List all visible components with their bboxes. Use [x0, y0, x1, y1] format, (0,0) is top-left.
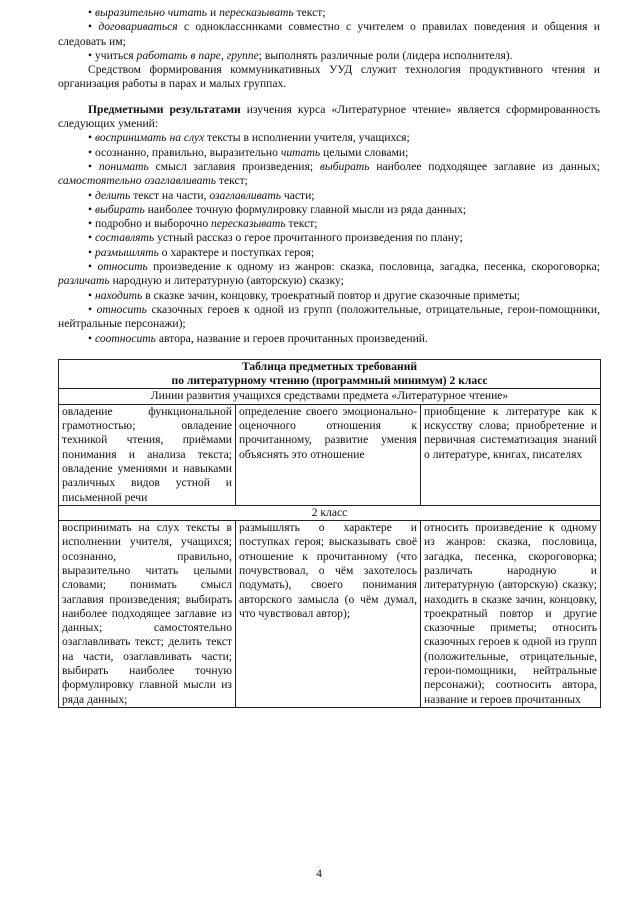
subject-item-4: • делить текст на части, озаглавливать части;	[58, 189, 600, 203]
table-lines-header-row	[59, 389, 601, 404]
subject-item-6: • подробно и выборочно пересказывать текст;	[58, 217, 600, 231]
subject-results-lead: Предметными результатами изучения курса «Литературное чтение» является сформированность следующих умений:	[58, 102, 600, 131]
subject-item-7: • составлять устный рассказ о герое прочитанного произведения по плану;	[58, 231, 600, 245]
table-grade-header-row	[59, 505, 601, 520]
grade-header: 2 класс	[59, 505, 601, 520]
page-number: 4	[316, 867, 322, 880]
table-cell: приобщение к литературе как к искусству слова; приобретение и первичная систематизация знаний о литературе, книгах, писателях	[421, 404, 601, 505]
document-page	[58, 6, 600, 708]
intro-bullet-1: • выразительно читать и пересказывать текст;	[58, 6, 600, 20]
table-cell: относить произведение к одному из жанров: сказка, пословица, загадка, песенка, скороговорка; различать народную и литературную (авторскую) сказку; находить в сказке зачин, концовку, троекратный повтор и другие сказочные приметы; относить сказочных героев к одной из групп (положительные, отрицательные, герои-помощники, нейтральные персонажи); соотносить автора, название и героев прочитанных	[421, 521, 601, 708]
table-title-row	[59, 359, 601, 389]
table-cell: определение своего эмоционально-оценочного отношения к прочитанному, развитие умения объяснять это отношение	[236, 404, 421, 505]
intro-bullet-3: • учиться работать в паре, группе; выполнять различные роли (лидера исполнителя).	[58, 49, 600, 63]
subject-item-10: • находить в сказке зачин, концовку, троекратный повтор и другие сказочные приметы;	[58, 289, 600, 303]
subject-item-5: • выбирать наиболее точную формулировку главной мысли из ряда данных;	[58, 203, 600, 217]
requirements-table	[58, 359, 601, 708]
table-cell: размышлять о характере и поступках героя; высказывать своё отношение к прочитанному (что почувствовал, о чём захотелось подумать), своего понимания авторского замысла (о чём думал, что чувствовал автор);	[236, 521, 421, 708]
table-title: Таблица предметных требований по литературному чтению (программный минимум) 2 класс	[59, 359, 601, 389]
subject-item-9: • относить произведение к одному из жанров: сказка, пословица, загадка, песенка, скороговорка; различать народную и литературную (авторскую) сказку;	[58, 260, 600, 289]
subject-item-12: • соотносить автора, название и героев прочитанных произведений.	[58, 332, 600, 346]
subject-item-3: • понимать смысл заглавия произведения; выбирать наиболее подходящее заглавие из данных; самостоятельно озаглавливать текст;	[58, 160, 600, 189]
intro-paragraph: Средством формирования коммуникативных УУД служит технология продуктивного чтения и организация работы в парах и малых группах.	[58, 63, 600, 91]
table-row	[59, 404, 601, 505]
subject-item-1: • воспринимать на слух тексты в исполнении учителя, учащихся;	[58, 131, 600, 145]
lines-header: Линии развития учащихся средствами предмета «Литературное чтение»	[59, 389, 601, 404]
subject-item-2: • осознанно, правильно, выразительно читать целыми словами;	[58, 146, 600, 160]
table-cell: овладение функциональной грамотностью; овладение техникой чтения, приёмами понимания и анализа текста; овладение умениями и навыками различных видов устной и письменной речи	[59, 404, 236, 505]
intro-bullet-2: • договариваться с одноклассниками совместно с учителем о правилах поведения и общения и следовать им;	[58, 20, 600, 49]
table-cell: воспринимать на слух тексты в исполнении учителя, учащихся; осознанно, правильно, выразительно читать целыми словами; понимать смысл заглавия произведения; выбирать наиболее подходящее заглавие из данных; самостоятельно озаглавливать текст; делить текст на части, озаглавливать части; выбирать наиболее точную формулировку главной мысли из ряда данных;	[59, 521, 236, 708]
table-row	[59, 521, 601, 708]
subject-item-8: • размышлять о характере и поступках героя;	[58, 246, 600, 260]
subject-item-11: • относить сказочных героев к одной из групп (положительные, отрицательные, герои-помощники, нейтральные персонажи);	[58, 303, 600, 332]
